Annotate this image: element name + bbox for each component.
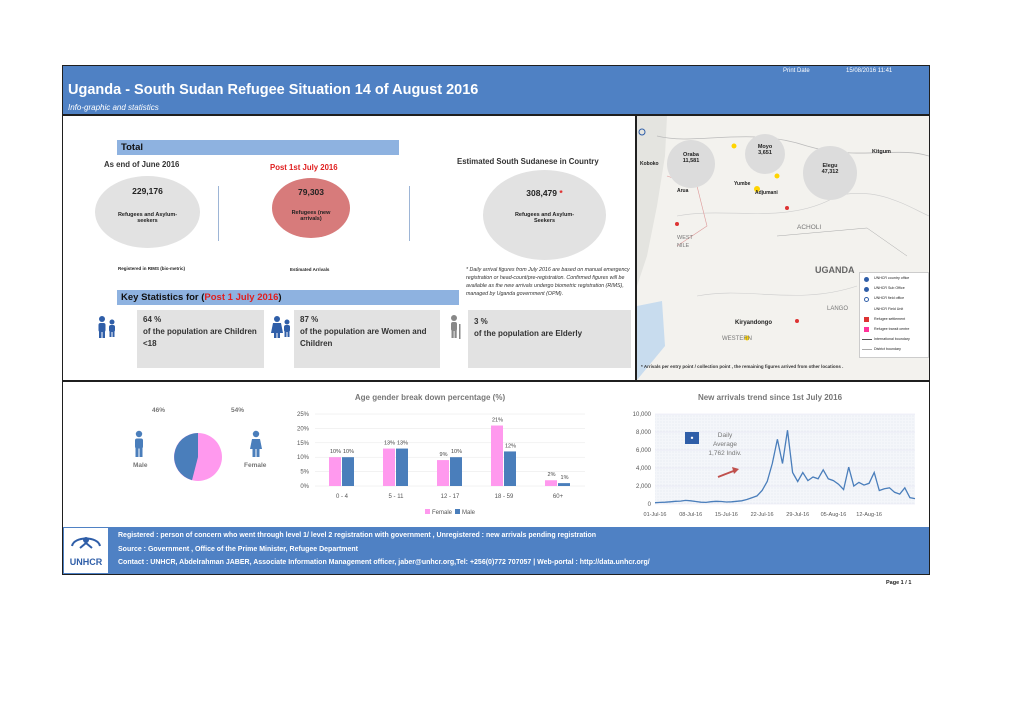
bubble-elegu-text xyxy=(803,163,857,175)
col3-star: * xyxy=(559,188,563,198)
legend-item: District boundary xyxy=(874,347,901,352)
trend-xtick: 01-Jul-16 xyxy=(643,512,667,518)
trend-xtick: 05-Aug-16 xyxy=(820,512,847,518)
age-bar-male xyxy=(450,457,462,486)
female-label: Female xyxy=(244,462,267,469)
col3-value-wrap xyxy=(483,188,606,198)
map-caption: * Arrivals per entry point / collection point , the remaining figures arrived from other locations . xyxy=(641,364,844,369)
bubble-oraba-value: 11,581 xyxy=(682,158,700,164)
map-label-western: WESTERN xyxy=(722,336,752,342)
trend-annotation-text: 1,762 Indiv. xyxy=(708,450,742,457)
age-ytick: 15% xyxy=(296,440,309,447)
age-bar-label: 21% xyxy=(491,417,504,424)
print-date-label: Print Date xyxy=(783,68,810,74)
walking-glyph: • xyxy=(689,434,695,443)
trend-xtick: 29-Jul-16 xyxy=(786,512,810,518)
col2-desc: Refugees (new arrivals) xyxy=(291,210,331,222)
bubble-oraba xyxy=(667,140,715,188)
page-title: Uganda - South Sudan Refugee Situation 14 of August 2016 xyxy=(68,82,479,98)
male-icon xyxy=(133,430,145,463)
legend-item: Refugee transit centre xyxy=(874,327,910,332)
col2-heading: Post 1st July 2016 xyxy=(270,163,338,172)
trend-ytick: 10,000 xyxy=(632,412,651,418)
age-legend-swatch xyxy=(425,509,430,514)
legend-item: International boundary xyxy=(874,337,910,342)
key-stats-title-highlight: Post 1 July 2016 xyxy=(204,292,279,303)
col3-heading: Estimated South Sudanese in Country xyxy=(457,157,599,166)
map-label-kiryandongo: Kiryandongo xyxy=(735,320,772,326)
page-subtitle: Info-graphic and statistics xyxy=(68,103,159,112)
col1-note: Registered in RIMS (bio-metric) xyxy=(118,266,186,271)
footer-line2: Source : Government , Office of the Prime Minister, Refugee Department xyxy=(118,546,358,553)
trend-plot-area xyxy=(655,414,915,504)
male-label: Male xyxy=(133,462,148,469)
legend-district-icon xyxy=(862,349,872,350)
key-stats-title-prefix: Key Statistics for ( xyxy=(121,292,205,303)
legend-item: UNHCR Field Unit xyxy=(874,306,904,311)
map-label-yumbe: Yumbe xyxy=(734,181,751,187)
age-ytick: 25% xyxy=(296,412,309,418)
elderly-icon xyxy=(446,314,464,346)
age-bar-label: 10% xyxy=(329,449,342,456)
legend-transit-icon xyxy=(864,327,869,332)
unhcr-logo-text: UNHCR xyxy=(69,557,103,567)
age-bar-female xyxy=(437,460,449,486)
trend-ytick: 4,000 xyxy=(635,466,651,472)
male-pct: 46% xyxy=(152,407,166,414)
legend-settlement-icon xyxy=(864,317,869,322)
col-divider-2 xyxy=(409,186,410,241)
trend-annotation-text: Average xyxy=(712,441,738,448)
age-bar-female xyxy=(491,426,503,486)
age-bar-label: 9% xyxy=(439,452,448,459)
map-label-west-nile: WEST NILE xyxy=(677,235,693,249)
total-section-title: Total xyxy=(117,140,399,155)
trend-xtick: 22-Jul-16 xyxy=(750,512,774,518)
age-ytick: 10% xyxy=(296,455,309,462)
map-label-adjumani: Adjumani xyxy=(755,190,778,196)
age-bar-male xyxy=(504,451,516,486)
map-label-lango: LANGO xyxy=(827,306,849,312)
legend-item: UNHCR Sub Office xyxy=(874,286,905,291)
col3-desc: Refugees and Asylum-Seekers xyxy=(514,212,575,224)
map-legend xyxy=(859,272,929,358)
female-icon xyxy=(250,430,262,463)
age-bar-female xyxy=(329,457,341,486)
age-bar-label: 13% xyxy=(396,440,409,447)
legend-item: UNHCR field office xyxy=(874,296,905,301)
arrival-footnote: * Daily arrival figures from July 2016 are based on manual emergency registration or head-count/pre-registration. Confirmed figures will be available as the new arrivals undergo biometric registration (RIMS), managed by Uganda government (OPM). xyxy=(466,267,630,297)
age-ytick: 20% xyxy=(296,426,309,433)
age-category-label: 18 - 59 xyxy=(494,494,514,500)
footer-line1: Registered : person of concern who went through level 1/ level 2 registration with government , Unregistered : new arrivals pending registration xyxy=(118,532,597,539)
age-bar-male xyxy=(342,457,354,486)
stat-elderly xyxy=(474,316,624,340)
map-label-koboko: Koboko xyxy=(640,161,659,167)
map-legend-list xyxy=(860,273,928,355)
trend-ytick: 2,000 xyxy=(635,484,651,490)
trend-chart-title: New arrivals trend since 1st July 2016 xyxy=(697,393,843,402)
bubble-oraba-text xyxy=(667,152,715,164)
age-ytick: 0% xyxy=(300,484,309,490)
key-stats-title-suffix: ) xyxy=(278,292,282,303)
col1-desc: Refugees and Asylum-seekers xyxy=(117,212,178,224)
trend-ytick: 8,000 xyxy=(635,430,651,436)
age-bar-label: 12% xyxy=(504,443,517,450)
unhcr-logo xyxy=(64,528,108,573)
print-date-value: 15/08/2016 11:41 xyxy=(846,68,893,74)
bubble-elegu-value: 47,312 xyxy=(821,169,839,175)
bubble-moyo-text xyxy=(745,144,785,156)
age-bar-male xyxy=(558,483,570,486)
bubble-moyo-name: Moyo xyxy=(757,144,773,150)
bubble-elegu-name: Elegu xyxy=(822,163,838,169)
stat-women-value: 87 % xyxy=(300,315,319,324)
col1-value: 229,176 xyxy=(132,186,163,196)
age-bar-label: 1% xyxy=(560,475,569,482)
age-bar-female xyxy=(545,480,557,486)
legend-item: UNHCR country office xyxy=(874,276,910,280)
col1-heading: As end of June 2016 xyxy=(104,160,180,169)
age-legend-label: Female xyxy=(432,510,453,516)
legend-boundary-icon xyxy=(862,339,872,340)
bubble-oraba-name: Oraba xyxy=(683,152,699,158)
stat-children xyxy=(143,314,263,350)
stat-elderly-value: 3 % xyxy=(474,317,488,326)
unhcr-logo-icon xyxy=(64,528,108,552)
age-bar-label: 13% xyxy=(383,440,396,447)
trend-xtick: 08-Jul-16 xyxy=(679,512,703,518)
age-bar-female xyxy=(383,449,395,486)
page-number: Page 1 / 1 xyxy=(886,580,912,586)
trend-xtick: 12-Aug-16 xyxy=(856,512,882,518)
age-bar-male xyxy=(396,449,408,486)
trend-chart xyxy=(615,406,927,524)
age-category-label: 5 - 11 xyxy=(388,494,404,500)
col2-note: Estimated Arrivals xyxy=(290,267,330,272)
trend-xtick: 15-Jul-16 xyxy=(714,512,738,518)
stat-children-value: 64 % xyxy=(143,315,162,324)
age-bar-label: 10% xyxy=(450,449,463,456)
footer-line3: Contact : UNHCR, Abdelrahman JABER, Associate Information Management officer, jaber@unhcr.org,Tel: +256(0)772 707057 | Web-portal : http://data.unhcr.org/ xyxy=(118,559,650,566)
legend-suboffice-icon xyxy=(864,287,869,292)
age-category-label: 12 - 17 xyxy=(440,494,460,500)
age-legend-swatch xyxy=(455,509,460,514)
trend-ytick: 6,000 xyxy=(635,448,651,454)
map-label-uganda: UGANDA xyxy=(815,265,855,275)
age-category-label: 0 - 4 xyxy=(335,494,349,500)
key-stats-title xyxy=(117,290,459,305)
legend-office-icon xyxy=(864,277,869,282)
stat-women xyxy=(300,314,438,350)
age-ytick: 5% xyxy=(300,469,309,476)
age-chart-title: Age gender break down percentage (%) xyxy=(354,393,506,402)
bubble-moyo-value: 3,651 xyxy=(758,150,772,156)
stat-women-text: of the population are Women and Children xyxy=(300,327,427,348)
map-label-arua: Arua xyxy=(677,188,689,194)
col2-value: 79,303 xyxy=(298,187,324,197)
map-label-acholi: ACHOLI xyxy=(797,224,822,231)
children-icon xyxy=(96,315,118,345)
female-pct: 54% xyxy=(231,407,245,414)
trend-ytick: 0 xyxy=(647,502,651,508)
stat-children-text: of the population are Children <18 xyxy=(143,327,257,348)
women-children-icon xyxy=(271,315,293,345)
col-divider-1 xyxy=(218,186,219,241)
uganda-map[interactable] xyxy=(637,116,929,380)
divider-middle xyxy=(63,380,929,382)
age-chart xyxy=(285,406,605,524)
age-legend-label: Male xyxy=(462,510,476,516)
col3-value: 308,479 xyxy=(526,188,558,198)
trend-annotation-text: Daily xyxy=(717,432,733,439)
age-bar-label: 10% xyxy=(342,449,355,456)
stat-elderly-text: of the population are Elderly xyxy=(474,329,583,338)
map-label-kitgum: Kitgum xyxy=(872,149,891,155)
legend-fieldoffice-icon xyxy=(864,297,869,302)
age-bar-label: 2% xyxy=(547,472,556,479)
gender-pie xyxy=(172,431,224,483)
legend-item: Refugee settlement xyxy=(874,316,906,321)
age-category-label: 60+ xyxy=(552,494,564,500)
